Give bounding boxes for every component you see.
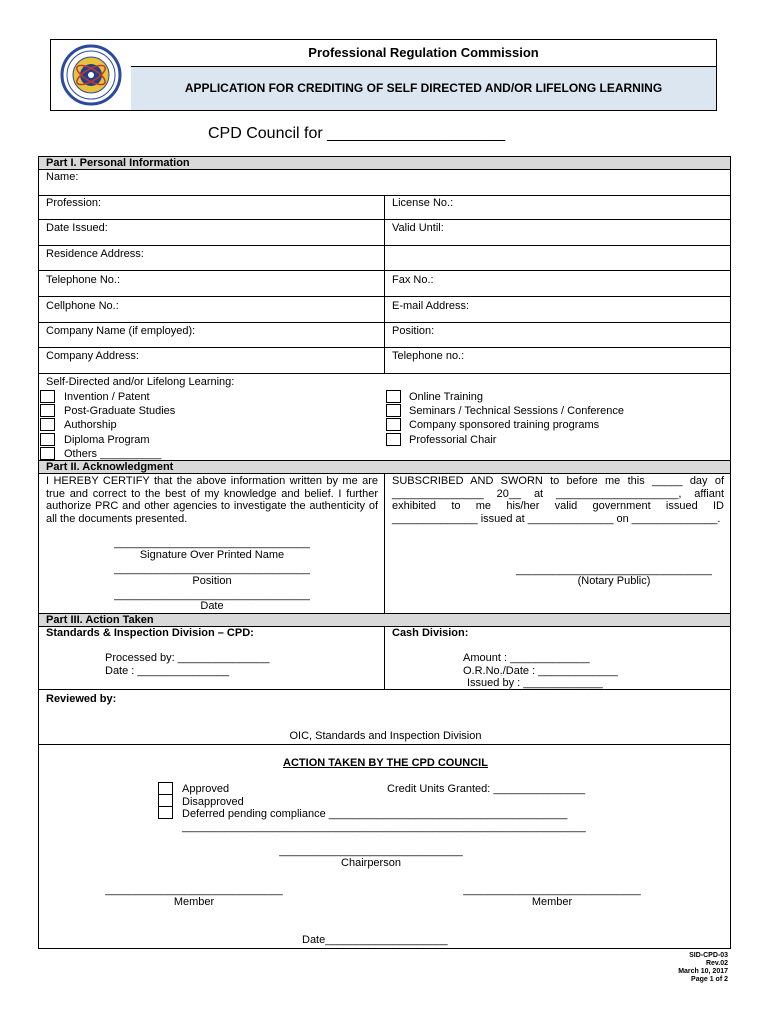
certify-statement: I HEREBY CERTIFY that the above information written by me are true and correct to the best of my knowledge and belief. I further authorize PRC and other agencies to investigate the authenticity of all the documents presented. <box>46 475 378 525</box>
deferred-line2[interactable]: __________________________________________________________________ <box>182 821 586 833</box>
option-authorship: Authorship <box>64 419 117 431</box>
member-line-right[interactable]: _____________________________ <box>463 884 641 896</box>
amount-field[interactable]: Amount : _____________ <box>463 652 590 664</box>
page-number: Page 1 of 2 <box>691 976 728 983</box>
reviewed-by-label: Reviewed by: <box>46 693 117 705</box>
option-invention: Invention / Patent <box>64 391 150 403</box>
member-line-left[interactable]: _____________________________ <box>105 884 283 896</box>
option-diploma: Diploma Program <box>64 434 150 446</box>
credit-units-field[interactable]: Credit Units Granted: _______________ <box>387 783 586 795</box>
deferred-label[interactable]: Deferred pending compliance _______________________________________ <box>182 808 568 820</box>
email-field[interactable]: E-mail Address: <box>392 300 470 312</box>
sworn-statement: SUBSCRIBED AND SWORN to before me this _____ day of _______________ 20__ at ____________________, affiant exhibited to me his/her valid government issued ID ______________ issued at ______________ on ______________. <box>392 475 724 525</box>
or-no-field[interactable]: O.R.No./Date : _____________ <box>463 665 618 677</box>
checkbox-authorship[interactable] <box>40 418 55 431</box>
approved-label: Approved <box>182 783 230 795</box>
application-form <box>38 156 731 949</box>
checkbox-others[interactable] <box>40 447 55 460</box>
part3-header: Part III. Action Taken <box>39 613 730 627</box>
option-company-training: Company sponsored training programs <box>409 419 600 431</box>
member-label-right: Member <box>531 896 573 908</box>
checkbox-deferred[interactable] <box>158 806 173 819</box>
form-code-id: SID-CPD-03 <box>689 952 728 959</box>
option-postgrad: Post-Graduate Studies <box>64 405 176 417</box>
form-date: March 10, 2017 <box>678 968 728 975</box>
date-issued-field[interactable]: Date Issued: <box>46 222 108 234</box>
council-date-field[interactable]: Date____________________ <box>302 934 448 946</box>
council-action-title: ACTION TAKEN BY THE CPD COUNCIL <box>283 757 488 769</box>
checkbox-seminars[interactable] <box>386 404 401 417</box>
checkbox-online-training[interactable] <box>386 390 401 403</box>
cash-division-label: Cash Division: <box>392 627 469 639</box>
residence-field[interactable]: Residence Address: <box>46 248 144 260</box>
org-name: Professional Regulation Commission <box>131 40 716 67</box>
license-field[interactable]: License No.: <box>392 197 454 209</box>
chair-label: Chairperson <box>341 857 401 869</box>
checkbox-invention[interactable] <box>40 390 55 403</box>
cellphone-field[interactable]: Cellphone No.: <box>46 300 119 312</box>
signature-label: Signature Over Printed Name <box>139 549 285 561</box>
sid-date-field[interactable]: Date : _______________ <box>105 665 230 677</box>
checkbox-professorial-chair[interactable] <box>386 433 401 446</box>
option-professorial-chair: Professorial Chair <box>409 434 497 446</box>
processed-by-field[interactable]: Processed by: _______________ <box>105 652 270 664</box>
council-line[interactable]: CPD Council for ____________________ <box>208 125 506 142</box>
form-title: APPLICATION FOR CREDITING OF SELF DIRECTED AND/OR LIFELONG LEARNING <box>131 67 716 110</box>
member-label-left: Member <box>173 896 215 908</box>
name-field[interactable]: Name: <box>46 171 79 183</box>
part2-header: Part II. Acknowledgment <box>39 460 730 474</box>
sid-label: Standards & Inspection Division – CPD: <box>46 627 254 639</box>
form-revision: Rev.02 <box>705 960 728 967</box>
checkbox-postgrad[interactable] <box>40 404 55 417</box>
position-field[interactable]: Position: <box>392 325 435 337</box>
oic-label: OIC, Standards and Inspection Division <box>289 730 482 742</box>
sdl-label: Self-Directed and/or Lifelong Learning: <box>46 376 235 388</box>
option-others[interactable]: Others __________ <box>64 448 162 460</box>
part1-header: Part I. Personal Information <box>39 157 730 170</box>
fax-field[interactable]: Fax No.: <box>392 274 434 286</box>
option-online-training: Online Training <box>409 391 483 403</box>
company-name-field[interactable]: Company Name (if employed): <box>46 325 196 337</box>
date-line[interactable]: ________________________________ <box>114 589 310 601</box>
form-header <box>50 39 717 111</box>
position-line[interactable]: ________________________________ <box>114 563 310 575</box>
profession-field[interactable]: Profession: <box>46 197 102 209</box>
valid-until-field[interactable]: Valid Until: <box>392 222 444 234</box>
signature-line[interactable]: ________________________________ <box>114 537 310 549</box>
checkbox-diploma[interactable] <box>40 433 55 446</box>
logo-cell <box>51 40 132 110</box>
form-code <box>678 952 728 984</box>
chair-line[interactable]: ______________________________ <box>279 845 463 857</box>
option-seminars: Seminars / Technical Sessions / Conference <box>409 405 625 417</box>
checkbox-company-training[interactable] <box>386 418 401 431</box>
disapproved-label: Disapproved <box>182 796 244 808</box>
notary-line[interactable]: ________________________________ <box>516 564 712 576</box>
telephone-field[interactable]: Telephone No.: <box>46 274 120 286</box>
prc-seal-icon <box>51 40 131 110</box>
issued-by-field[interactable]: Issued by : _____________ <box>467 677 603 689</box>
notary-label: (Notary Public) <box>577 575 651 587</box>
position-label: Position <box>192 575 232 587</box>
company-tel-field[interactable]: Telephone no.: <box>392 350 465 362</box>
date-label: Date <box>200 600 224 612</box>
company-address-field[interactable]: Company Address: <box>46 350 139 362</box>
